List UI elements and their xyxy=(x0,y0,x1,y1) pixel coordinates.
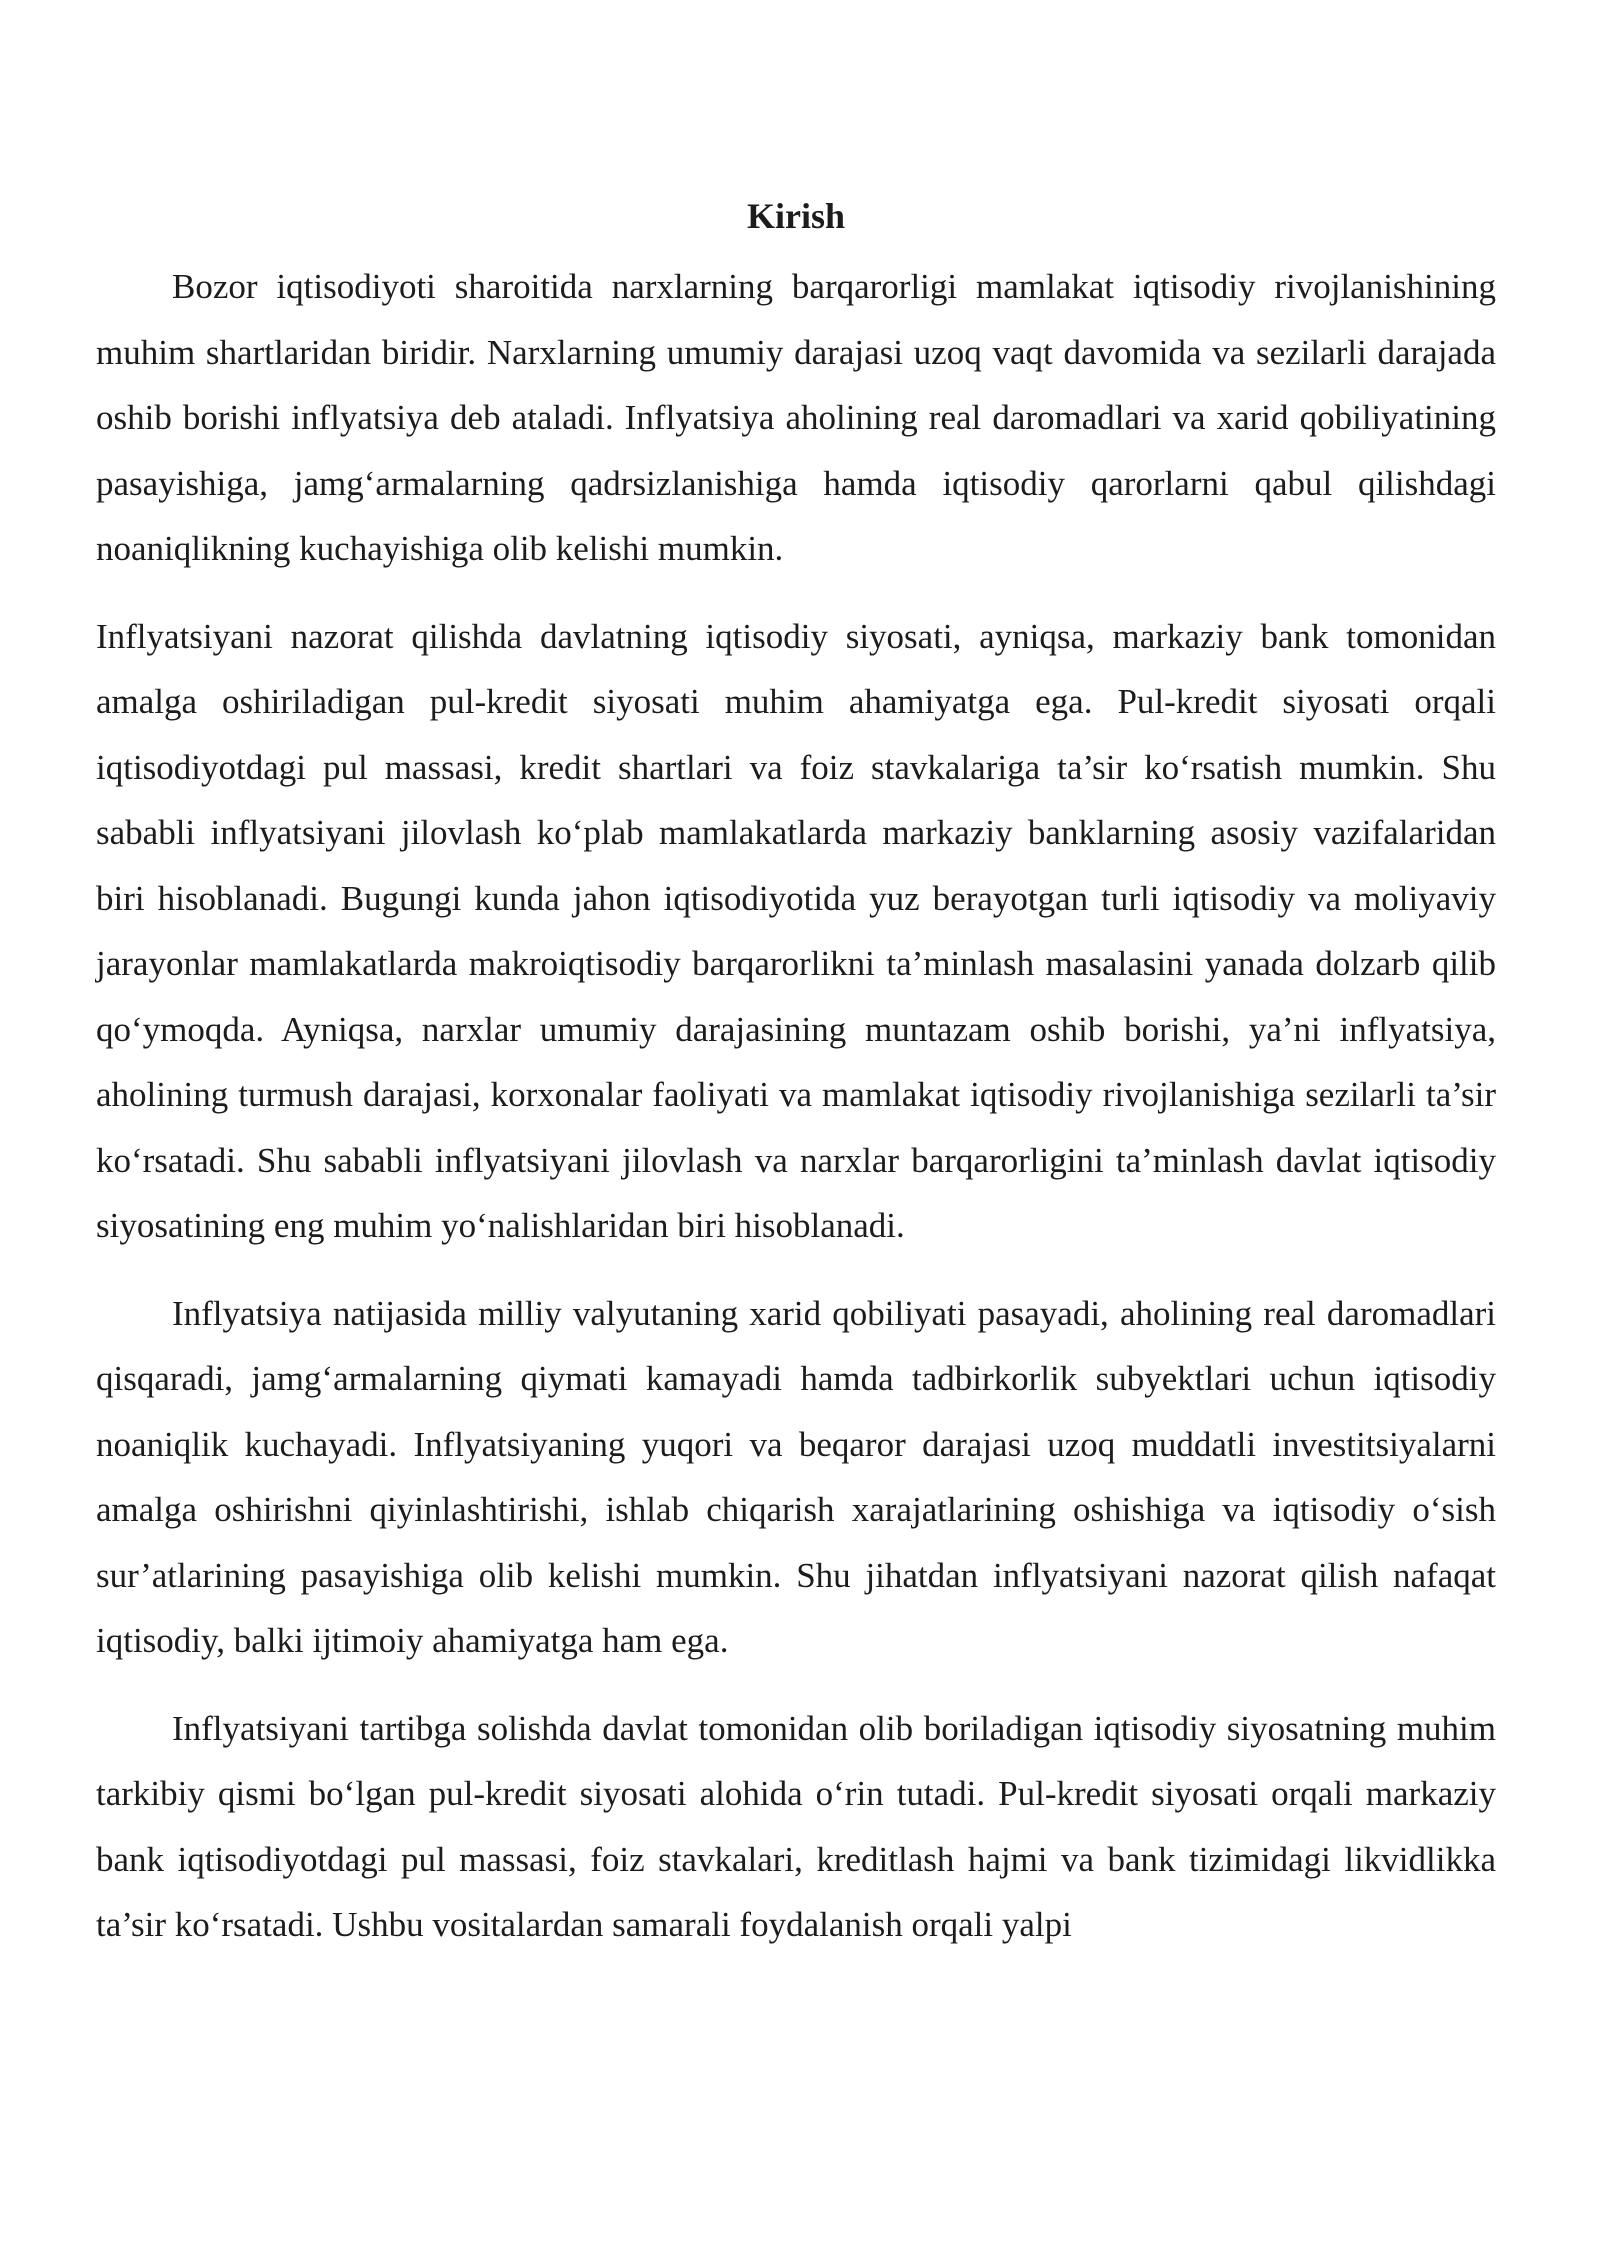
paragraph-1: Bozor iqtisodiyoti sharoitida narxlarning barqarorligi mamlakat iqtisodiy rivojlanishining muhim shartlaridan biridir. Narxlarning umumiy darajasi uzoq vaqt davomida va sezilarli darajada oshib borishi inflyatsiya deb ataladi. Inflyatsiya aholining real daromadlari va xarid qobiliyatining pasayishiga, jamg‘armalarning qadrsizlanishiga hamda iqtisodiy qarorlarni qabul qilishdagi noaniqlikning kuchayishiga olib kelishi mumkin. xyxy=(96,267,1496,568)
paragraph-4: Inflyatsiyani tartibga solishda davlat tomonidan olib boriladigan iqtisodiy siyosatning muhim tarkibiy qismi bo‘lgan pul-kredit siyosati alohida o‘rin tutadi. Pul-kredit siyosati orqali markaziy bank iqtisodiyotdagi pul massasi, foiz stavkalari, kreditlash hajmi va bank tizimidagi likvidlikka ta’sir ko‘rsatadi. Ushbu vositalardan samarali foydalanish orqali yalpi xyxy=(96,1708,1496,1944)
page-title: Kirish xyxy=(746,196,845,236)
document-page xyxy=(96,186,1496,1980)
paragraph-3: Inflyatsiya natijasida milliy valyutaning xarid qobiliyati pasayadi, aholining real daromadlari qisqaradi, jamg‘armalarning qiymati kamayadi hamda tadbirkorlik subyektlari uchun iqtisodiy noaniqlik kuchayadi. Inflyatsiyaning yuqori va beqaror darajasi uzoq muddatli investitsiyalarni amalga oshirishni qiyinlashtirishi, ishlab chiqarish xarajatlarining oshishiga va iqtisodiy o‘sish sur’atlarining pasayishiga olib kelishi mumkin. Shu jihatdan inflyatsiyani nazorat qilish nafaqat iqtisodiy, balki ijtimoiy ahamiyatga ham ega. xyxy=(96,1293,1496,1660)
paragraph-2: Inflyatsiyani nazorat qilishda davlatning iqtisodiy siyosati, ayniqsa, markaziy bank tomonidan amalga oshiriladigan pul-kredit siyosati muhim ahamiyatga ega. Pul-kredit siyosati orqali iqtisodiyotdagi pul massasi, kredit shartlari va foiz stavkalariga ta’sir ko‘rsatish mumkin. Shu sababli inflyatsiyani jilovlash ko‘plab mamlakatlarda markaziy banklarning asosiy vazifalaridan biri hisoblanadi. Bugungi kunda jahon iqtisodiyotida yuz berayotgan turli iqtisodiy va moliyaviy jarayonlar mamlakatlarda makroiqtisodiy barqarorlikni ta’minlash masalasini yanada dolzarb qilib qo‘ymoqda. Ayniqsa, narxlar umumiy darajasining muntazam oshib borishi, ya’ni inflyatsiya, aholining turmush darajasi, korxonalar faoliyati va mamlakat iqtisodiy rivojlanishiga sezilarli ta’sir ko‘rsatadi. Shu sababli inflyatsiyani jilovlash va narxlar barqarorligini ta’minlash davlat iqtisodiy siyosatining eng muhim yo‘nalishlaridan biri hisoblanadi. xyxy=(96,616,1496,1245)
